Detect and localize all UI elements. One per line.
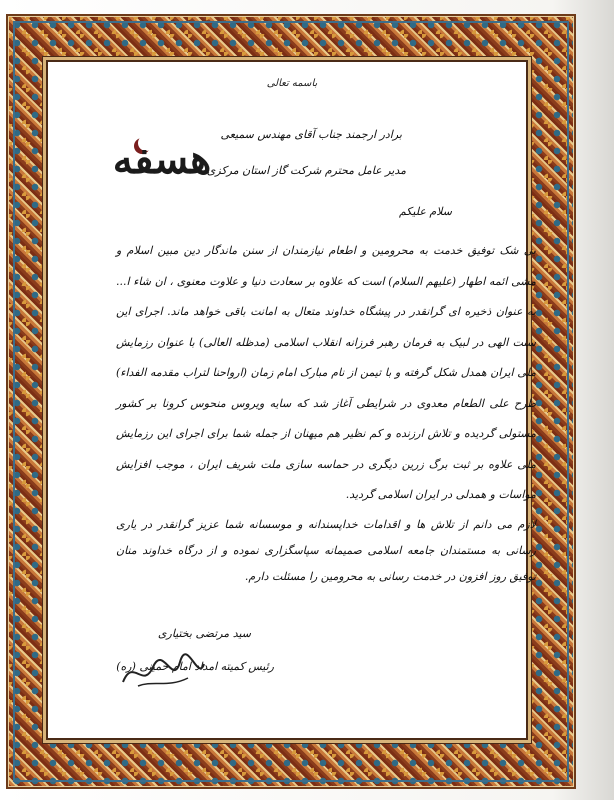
recipient-line-2: مدیر عامل محترم شرکت گاز استان مرکزی bbox=[206, 164, 406, 177]
invocation-text: باسمه تعالی bbox=[266, 78, 318, 89]
greeting: سلام علیکم bbox=[398, 205, 452, 218]
recipient-line-1: برادر ارجمند جناب آقای مهندس سمیعی bbox=[220, 128, 402, 141]
body-paragraph-1: بی شک توفیق خدمت به محرومین و اطعام نیازمندان از سنن ماندگار دین مبین اسلام و مشی ائمه اطهار (علیهم السلام) است که علاوه بر سعادت دنیا و علاوت معنوی ، ان شاء ا... به عنوان ذخیره ای گرانقدر در پیشگاه خداوند متعال به امانت باقی خواهد ماند. اجرای این سنت الهی در لبیک به فرمان رهبر فرزانه انقلاب اسلامی (مدظله العالی) با عنوان رزمایش ملی ایران همدل شکل گرفته و با تیمن از نام مبارک امام زمان (ارواحنا لتراب مقدمه الفداء) طرح علی الطعام معدوی در شرایطی آغاز شد که سایه ویروس منحوس کرونا بر کشور مستولی گردیده و تلاش ارزنده و کم نظیر هم میهنان از جمله شما برای اجرای این رزمایش ملی علاوه بر ثبت برگ زرین دیگری در حماسه سازی ملت شریف ایران ، موجب افزایش مواسات و همدلی در ایران اسلامی گردید. bbox=[116, 244, 536, 501]
body-paragraph-2: لازم می دانم از تلاش ها و اقدامات خداپسندانه و موسسانه شما عزیز گرانقدر در یاری رسانی به مستمندان جامعه اسلامی صمیمانه سپاسگزاری نموده و از درگاه خداوند منان توفیق روز افزون در خدمت رسانی به محرومین را مسئلت دارم. bbox=[116, 518, 536, 583]
signature-scribble bbox=[118, 652, 208, 692]
logo-wordmark: هسفه bbox=[112, 136, 212, 183]
signer-title: رئیس کمیته امداد امام خمینی (ره) bbox=[116, 660, 274, 673]
hesfe-logo bbox=[82, 133, 242, 187]
signer-name: سید مرتضی بختیاری bbox=[157, 627, 251, 640]
